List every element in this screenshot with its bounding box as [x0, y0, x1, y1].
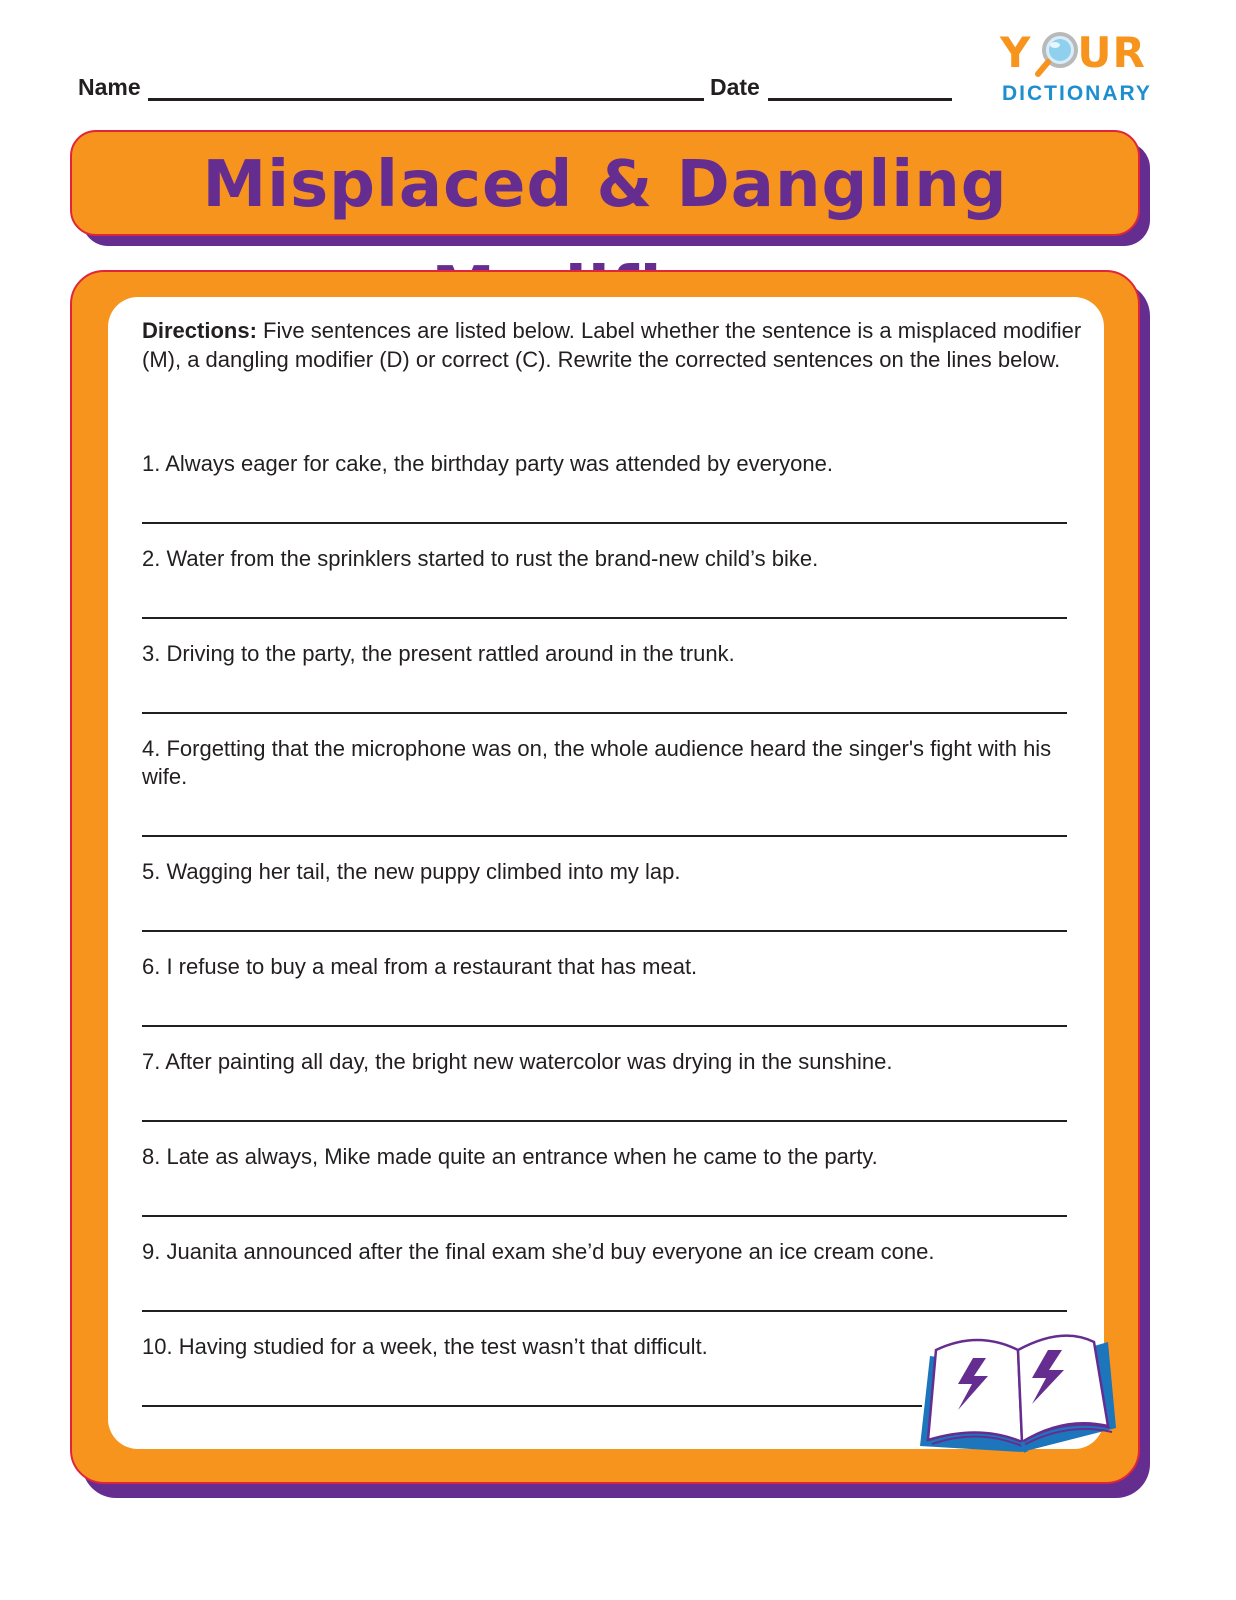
logo-dictionary-text: DICTIONARY [1002, 82, 1152, 105]
question-3: 3. Driving to the party, the present rattled around in the trunk. [142, 641, 735, 666]
answer-line-3[interactable] [142, 712, 1067, 714]
name-label: Name [78, 74, 141, 100]
question-6: 6. I refuse to buy a meal from a restaurant that has meat. [142, 954, 698, 979]
answer-line-6[interactable] [142, 1025, 1067, 1027]
directions-text: Five sentences are listed below. Label whether the sentence is a misplaced modifier (M), a dangling modifier (D) or correct (C). Rewrite the corrected sentences on the lines below. [142, 318, 1082, 372]
answer-line-1[interactable] [142, 522, 1067, 524]
question-7: 7. After painting all day, the bright new watercolor was drying in the sunshine. [142, 1049, 893, 1074]
question-5: 5. Wagging her tail, the new puppy climbed into my lap. [142, 859, 681, 884]
logo-your-text: Y UR [1000, 28, 1146, 77]
question-2: 2. Water from the sprinklers started to rust the brand-new child’s bike. [142, 546, 819, 571]
date-field[interactable] [768, 98, 952, 101]
date-label: Date [710, 74, 760, 100]
header-fields [78, 70, 978, 110]
question-10: 10. Having studied for a week, the test wasn’t that difficult. [142, 1334, 708, 1359]
your-dictionary-logo [1000, 28, 1170, 108]
open-book-icon [918, 1328, 1118, 1458]
name-field[interactable] [148, 98, 704, 101]
answer-line-7[interactable] [142, 1120, 1067, 1122]
magnifier-icon [1034, 30, 1082, 78]
answer-line-5[interactable] [142, 930, 1067, 932]
answer-line-4[interactable] [142, 835, 1067, 837]
question-4: 4. Forgetting that the microphone was on, the whole audience heard the singer's fight with his wife. [142, 736, 1052, 789]
answer-line-10[interactable] [142, 1405, 922, 1407]
question-1: 1. Always eager for cake, the birthday party was attended by everyone. [142, 451, 833, 476]
page-title: Misplaced & Dangling [202, 148, 1008, 222]
directions-label: Directions: [142, 318, 257, 343]
title-banner [70, 130, 1140, 236]
answer-line-9[interactable] [142, 1310, 1067, 1312]
question-8: 8. Late as always, Mike made quite an entrance when he came to the party. [142, 1144, 878, 1169]
question-9: 9. Juanita announced after the final exam she’d buy everyone an ice cream cone. [142, 1239, 935, 1264]
answer-line-8[interactable] [142, 1215, 1067, 1217]
answer-line-2[interactable] [142, 617, 1067, 619]
directions [142, 316, 1082, 374]
